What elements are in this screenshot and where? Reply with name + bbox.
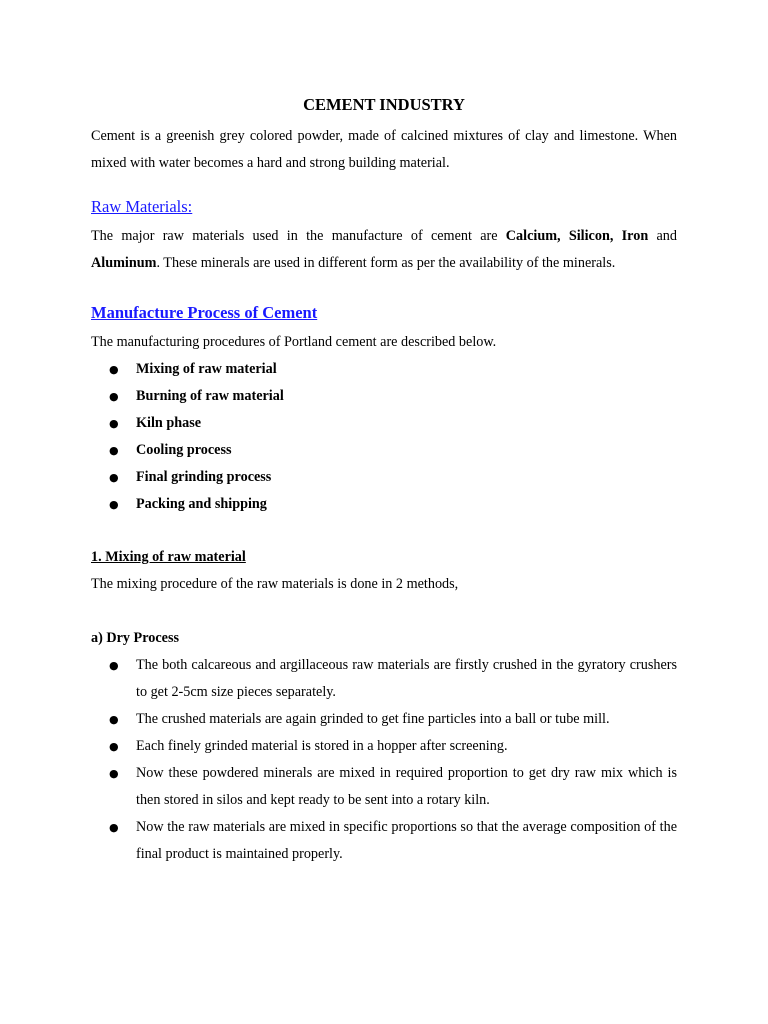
dry-point-text: Now the raw materials are mixed in specific proportions so that the average composition of the final product is maintained properly. — [136, 819, 677, 862]
step-label: Mixing of raw material — [136, 361, 277, 377]
bullet-icon: ● — [109, 471, 119, 484]
raw-materials-paragraph — [91, 223, 677, 277]
bullet-icon: ● — [109, 713, 119, 726]
step-label: Burning of raw material — [136, 388, 284, 404]
list-item — [91, 464, 677, 491]
section-spacer — [91, 598, 677, 625]
bullet-icon: ● — [109, 444, 119, 457]
step-label: Cooling process — [136, 442, 232, 458]
dry-point-text: Now these powdered minerals are mixed in required proportion to get dry raw mix which is then stored in silos and kept ready to be sent into a rotary kiln. — [136, 765, 677, 808]
list-item — [91, 814, 677, 868]
list-item — [91, 491, 677, 518]
step-label: Final grinding process — [136, 469, 272, 485]
step-label: Packing and shipping — [136, 496, 267, 512]
raw-materials-text: The major raw materials used in the manufacture of cement are — [91, 228, 506, 244]
list-item — [91, 383, 677, 410]
bullet-icon: ● — [109, 740, 119, 753]
bullet-icon: ● — [109, 659, 119, 672]
dry-point-text: The crushed materials are again grinded to get fine particles into a ball or tube mill. — [136, 711, 610, 727]
bullet-icon: ● — [109, 363, 119, 376]
dry-point-text: The both calcareous and argillaceous raw materials are firstly crushed in the gyratory crushers to get 2-5cm size pieces separately. — [136, 657, 677, 700]
list-item — [91, 410, 677, 437]
bullet-icon: ● — [109, 821, 119, 834]
raw-materials-text-end: . These minerals are used in different form as per the availability of the minerals. — [156, 255, 616, 271]
step-label: Kiln phase — [136, 415, 202, 431]
dry-point-text: Each finely grinded material is stored in a hopper after screening. — [136, 738, 508, 754]
bullet-icon: ● — [109, 767, 119, 780]
dry-process-list — [91, 652, 677, 868]
raw-materials-heading[interactable]: Raw Materials: — [91, 197, 193, 216]
list-item — [91, 652, 677, 706]
list-item — [91, 706, 677, 733]
mixing-heading: 1. Mixing of raw material — [91, 549, 246, 565]
section-spacer — [91, 518, 677, 544]
mixing-intro: The mixing procedure of the raw materials is done in 2 methods, — [91, 576, 459, 592]
raw-materials-and: and — [648, 228, 677, 244]
document-page — [91, 93, 677, 868]
list-item — [91, 760, 677, 814]
list-item — [91, 437, 677, 464]
manufacture-intro: The manufacturing procedures of Portland cement are described below. — [91, 334, 497, 350]
document-title: CEMENT INDUSTRY — [303, 95, 465, 114]
dry-process-title: a) Dry Process — [91, 630, 179, 646]
raw-materials-aluminum: Aluminum — [91, 255, 157, 271]
manufacture-process-heading[interactable]: Manufacture Process of Cement — [91, 303, 318, 322]
bullet-icon: ● — [109, 498, 119, 511]
bullet-icon: ● — [109, 390, 119, 403]
list-item — [91, 733, 677, 760]
manufacture-steps-list — [91, 356, 677, 518]
intro-paragraph: Cement is a greenish grey colored powder, made of calcined mixtures of clay and limestone. When mixed with water becomes a hard and strong building material. — [91, 128, 677, 171]
raw-materials-elements: Calcium, Silicon, Iron — [505, 228, 649, 244]
bullet-icon: ● — [109, 417, 119, 430]
list-item — [91, 356, 677, 383]
